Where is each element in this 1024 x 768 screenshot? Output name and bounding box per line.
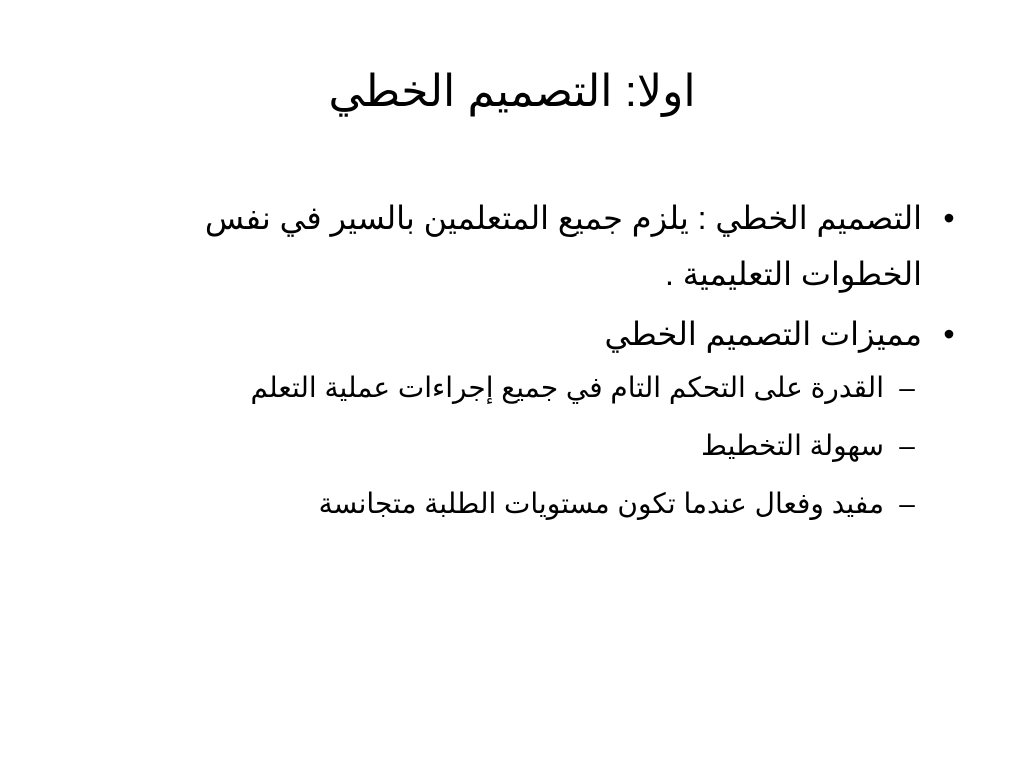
bullet-marker: • — [943, 200, 955, 236]
slide-content — [84, 190, 964, 542]
slide-title: اولا: التصميم الخطي — [328, 67, 696, 116]
bullet-text: التصميم الخطي : يلزم جميع المتعلمين بالسير في نفس الخطوات التعليمية . — [204, 200, 922, 292]
sub-bullet-item — [84, 426, 964, 466]
sub-bullet-item — [84, 368, 964, 408]
sub-bullet-text: القدرة على التحكم التام في جميع إجراءات عملية التعلم — [250, 372, 884, 403]
bullet-text: مميزات التصميم الخطي — [604, 316, 922, 352]
dash-marker: – — [899, 430, 915, 461]
sub-bullet-text: مفيد وفعال عندما تكون مستويات الطلبة متجانسة — [318, 488, 884, 519]
sub-bullet-list — [84, 368, 964, 524]
sub-bullet-item — [84, 484, 964, 524]
sub-bullet-text: سهولة التخطيط — [701, 430, 884, 461]
bullet-item — [84, 306, 964, 362]
dash-marker: – — [899, 372, 915, 403]
bullet-item — [110, 190, 964, 302]
dash-marker: – — [899, 488, 915, 519]
bullet-marker: • — [943, 316, 955, 352]
